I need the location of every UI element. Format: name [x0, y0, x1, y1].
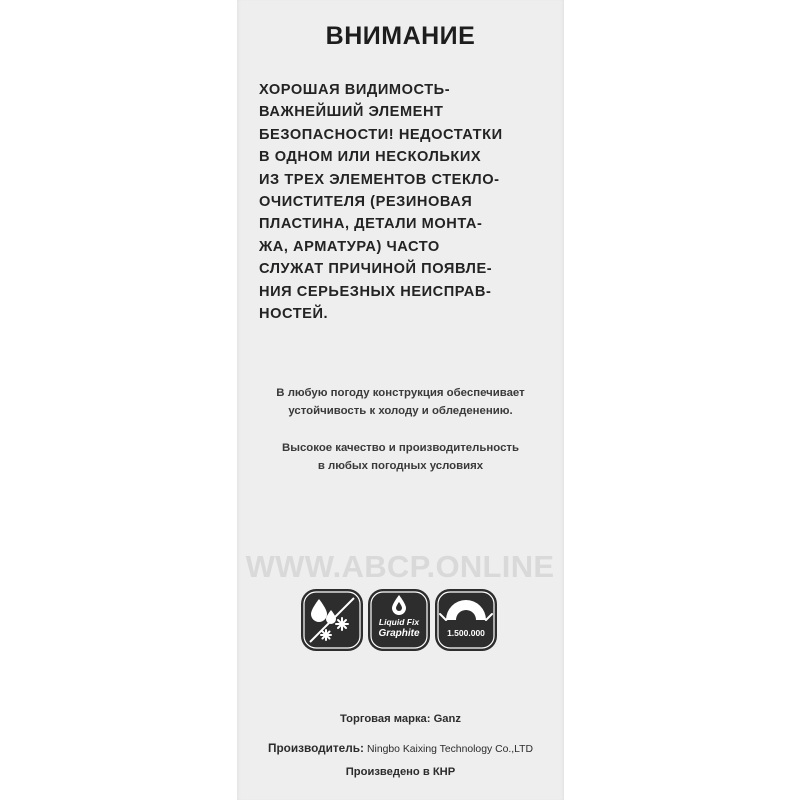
warning-line: В ОДНОМ ИЛИ НЕСКОЛЬКИХ: [259, 149, 482, 166]
warning-line: ПЛАСТИНА, ДЕТАЛИ МОНТА-: [259, 216, 483, 233]
brand-row: [237, 713, 564, 725]
description-line: в любых погодных условиях: [317, 460, 484, 472]
warning-line: ХОРОШАЯ ВИДИМОСТЬ-: [259, 82, 451, 98]
liquid-fix-graphite-icon: [365, 586, 433, 654]
warning-text: [259, 79, 559, 325]
warning-line: НИЯ СЕРЬЕЗНЫХ НЕИСПРАВ-: [259, 283, 492, 300]
warning-line: НОСТЕЙ.: [259, 306, 329, 323]
warning-line: ИЗ ТРЕХ ЭЛЕМЕНТОВ СТЕКЛО-: [259, 171, 500, 188]
manufacturer-row: [237, 741, 564, 755]
description-line: устойчивость к холоду и обледенению.: [288, 405, 513, 417]
warning-line: БЕЗОПАСНОСТИ! НЕДОСТАТКИ: [259, 126, 503, 143]
wipe-count-text: 1.500.000: [447, 628, 485, 638]
feature-icons: [0, 586, 800, 656]
description-line: В любую погоду конструкция обеспечивает: [276, 387, 525, 399]
warning-line: СЛУЖАТ ПРИЧИНОЙ ПОЯВЛЕ-: [259, 261, 493, 278]
origin-text: Произведено в КНР: [345, 766, 456, 778]
warning-line: ВАЖНЕЙШИЙ ЭЛЕМЕНТ: [259, 104, 444, 121]
origin-row: [237, 766, 564, 778]
rain-snow-icon: [298, 586, 366, 654]
warning-line: ЖА, АРМАТУРА) ЧАСТО: [259, 238, 440, 255]
quality-description: [237, 439, 564, 475]
warning-heading: ВНИМАНИЕ: [325, 22, 476, 50]
wipe-cycles-icon: [432, 586, 500, 654]
liquid-fix-text: Liquid Fix: [378, 617, 420, 627]
warning-line: ОЧИСТИТЕЛЯ (РЕЗИНОВАЯ: [259, 194, 473, 211]
weather-description: [237, 384, 564, 420]
watermark: WWW.ABCP.ONLINE: [245, 549, 555, 584]
brand-value: Ganz: [433, 713, 461, 725]
graphite-text: Graphite: [378, 628, 420, 639]
brand-label: Торговая марка:: [340, 713, 431, 725]
manufacturer-label: Производитель:: [268, 741, 364, 755]
manufacturer-value: Ningbo Kaixing Technology Co.,LTD: [367, 744, 533, 755]
description-line: Высокое качество и производительность: [282, 442, 519, 454]
